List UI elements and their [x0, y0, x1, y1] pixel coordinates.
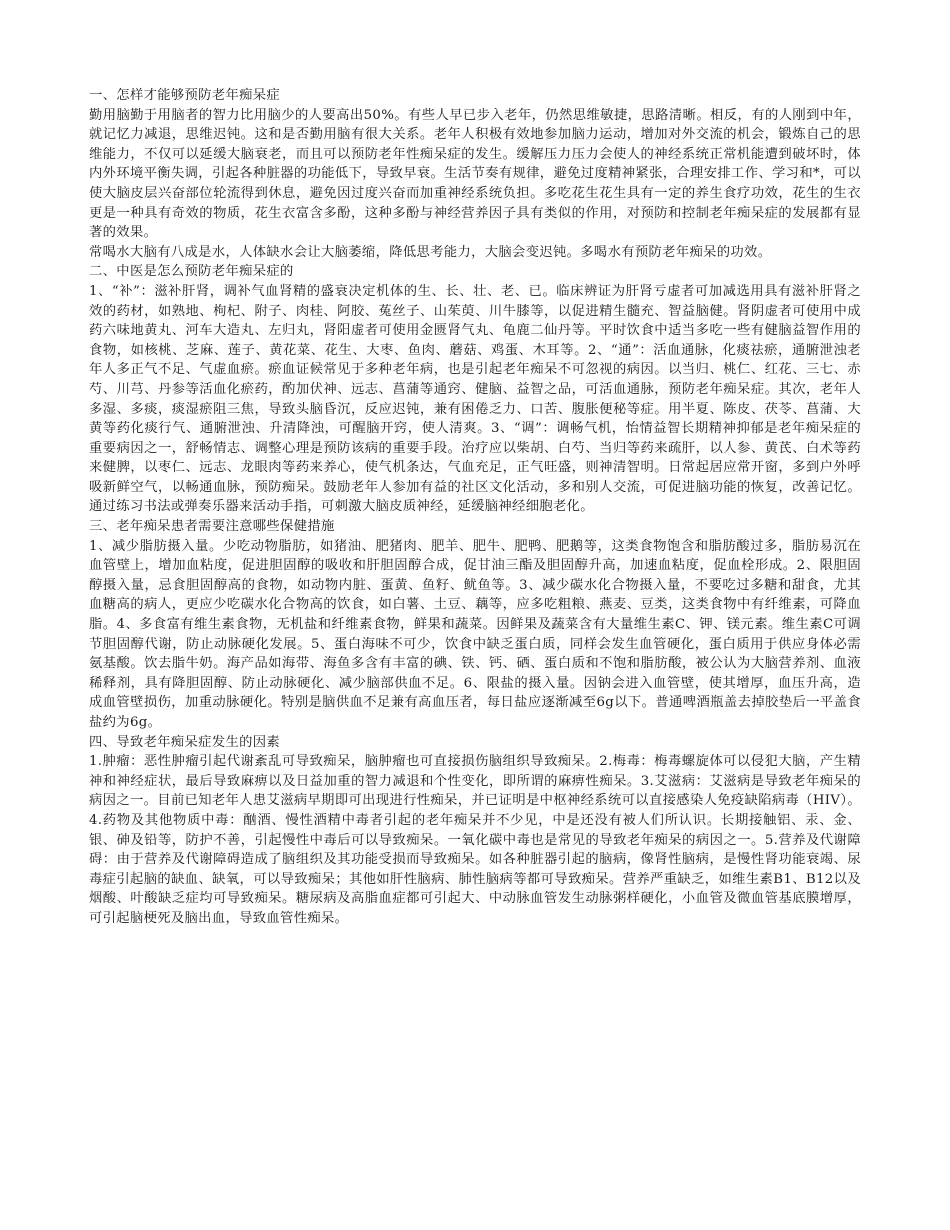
- section-heading-4: 四、导致老年痴呆症发生的因素: [89, 734, 281, 750]
- section-3-paragraph-1: 1、减少脂肪摄入量。少吃动物脂肪，如猪油、肥猪肉、肥羊、肥牛、肥鸭、肥鹅等，这类食物饱含和脂肪酸过多，脂肪易沉在血管壁上，增加血粘度，促进胆固醇的吸收和肝胆固醇合成，促甘油三酯及胆固醇升高，加速血粘度，促血栓形成。2、限胆固醇摄入量，忌食胆固醇高的食物，如动物内脏、蛋黄、鱼籽、鱿鱼等。3、减少碳水化合物摄入量，不要吃过多糖和甜食，尤其血糖高的病人，更应少吃碳水化合物高的饮食，如白薯、土豆、藕等，应多吃粗粮、燕麦、豆类，这类食物中有纤维素，可降血脂。4、多食富有维生素食物，无机盐和纤维素食物，鲜果和蔬菜。因鲜果及蔬菜含有大量维生素C、钾、镁元素。维生素C可调节胆固醇代谢，防止动脉硬化发展。5、蛋白海味不可少，饮食中缺乏蛋白质，同样会发生血管硬化，蛋白质用于供应身体必需氨基酸。饮去脂牛奶。海产品如海带、海鱼多含有丰富的碘、铁、钙、硒、蛋白质和不饱和脂肪酸，被公认为大脑营养剂、血液稀释剂，具有降胆固醇、防止动脉硬化、减少脑部供血不足。6、限盐的摄入量。因钠会进入血管壁，使其增厚，血压升高，造成血管壁损伤，加重动脉硬化。特别是脑供血不足兼有高血压者，每日盐应逐渐减至6g以下。普通啤酒瓶盖去掉胶垫后一平盖食盐约为6g。: [89, 538, 861, 730]
- section-1-paragraph-1: 勤用脑勤于用脑者的智力比用脑少的人要高出50%。有些人早已步入老年，仍然思维敏捷，思路清晰。相反，有的人刚到中年，就记忆力减退，思维迟钝。这和是否勤用脑有很大关系。老年人积极有效地参加脑力运动，增加对外交流的机会，锻炼自己的思维能力，不仅可以延缓大脑衰老，而且可以预防老年性痴呆症的发生。缓解压力压力会使人的神经系统正常机能遭到破坏时，体内外环境平衡失调，引起各种脏器的功能低下，导致早衰。生活节奏有规律，避免过度精神紧张，合理安排工作、学习和*，可以使大脑皮层兴奋部位轮流得到休息，避免因过度兴奋而加重神经系统负担。多吃花生花生具有一定的养生食疗功效，花生的生衣更是一种具有奇效的物质，花生衣富含多酚，这种多酚与神经营养因子具有类似的作用，对预防和控制老年痴呆症的发展都有显著的效果。: [89, 107, 861, 241]
- section-heading-2: 二、中医是怎么预防老年痴呆症的: [89, 264, 294, 280]
- section-2-paragraph-1: 1、“补”：滋补肝肾，调补气血肾精的盛衰决定机体的生、长、壮、老、已。临床辨证为肝肾亏虚者可加减选用具有滋补肝肾之效的药材，如熟地、枸杞、附子、肉桂、阿胶、菟丝子、山茱萸、川牛膝等，以促进精生髓充、智益脑健。肾阴虚者可使用中成药六味地黄丸、河车大造丸、左归丸，肾阳虚者可使用金匮肾气丸、龟鹿二仙丹等。平时饮食中适当多吃一些有健脑益智作用的食物，如核桃、芝麻、莲子、黄花菜、花生、大枣、鱼肉、蘑菇、鸡蛋、木耳等。2、“通”：活血通脉，化痰祛瘀，通腑泄浊老年人多正气不足、气虚血瘀。瘀血证候常见于多种老年病，也是引起老年痴呆不可忽视的病因。以当归、桃仁、红花、三七、赤芍、川芎、丹参等活血化瘀药，酌加伏神、远志、菖蒲等通窍、健脑、益智之品，可活血通脉，预防老年痴呆症。其次，老年人多湿、多痰，痰湿瘀阻三焦，导致头脑昏沉，反应迟钝，兼有困倦乏力、口苦、腹胀便秘等症。用半夏、陈皮、茯苓、菖蒲、大黄等药化痰行气、通腑泄浊、升清降浊，可醒脑开窍，使人清爽。3、“调”：调畅气机，怡情益智长期精神抑郁是老年痴呆症的重要病因之一，舒畅情志、调整心理是预防该病的重要手段。治疗应以柴胡、白芍、当归等药来疏肝，以人参、黄芪、白术等药来健脾，以枣仁、远志、龙眼肉等药来养心，使气机条达，气血充足，正气旺盛，则神清智明。日常起居应常开窗，多到户外呼吸新鲜空气，以畅通血脉，预防痴呆。鼓励老年人参加有益的社区文化活动，多和别人交流，可促进脑功能的恢复，改善记忆。通过练习书法或弹奏乐器来活动手指，可刺激大脑皮质神经，延缓脑神经细胞老化。: [89, 283, 861, 515]
- section-1-paragraph-2: 常喝水大脑有八成是水，人体缺水会让大脑萎缩，降低思考能力，大脑会变迟钝。多喝水有预防老年痴呆的功效。: [89, 244, 772, 260]
- document-body: [89, 86, 861, 929]
- section-4-paragraph-1: 1.肿瘤：恶性肿瘤引起代谢紊乱可导致痴呆，脑肿瘤也可直接损伤脑组织导致痴呆。2.梅毒：梅毒螺旋体可以侵犯大脑，产生精神和神经症状，最后导致麻痹以及日益加重的智力减退和个性变化，即所谓的麻痹性痴呆。3.艾滋病：艾滋病是导致老年痴呆的病因之一。目前已知老年人患艾滋病早期即可出现进行性痴呆，并已证明是中枢神经系统可以直接感染人免疫缺陷病毒（HIV）。4.药物及其他物质中毒：酗酒、慢性酒精中毒者引起的老年痴呆并不少见，中是还没有被人们所认识。长期接触铝、汞、金、银、砷及铅等，防护不善，引起慢性中毒后可以导致痴呆。一氧化碳中毒也是常见的导致老年痴呆的病因之一。5.营养及代谢障碍：由于营养及代谢障碍造成了脑组织及其功能受损而导致痴呆。如各种脏器引起的脑病，像肾性脑病，是慢性肾功能衰竭、尿毒症引起脑的缺血、缺氧，可以导致痴呆；其他如肝性脑病、肺性脑病等都可导致痴呆。营养严重缺乏，如维生素B1、B12以及烟酸、叶酸缺乏症均可导致痴呆。糖尿病及高脂血症都可引起大、中动脉血管发生动脉粥样硬化，小血管及微血管基底膜增厚，可引起脑梗死及脑出血，导致血管性痴呆。: [89, 754, 861, 926]
- section-heading-3: 三、老年痴呆患者需要注意哪些保健措施: [89, 519, 335, 535]
- section-heading-1: 一、怎样才能够预防老年痴呆症: [89, 88, 281, 103]
